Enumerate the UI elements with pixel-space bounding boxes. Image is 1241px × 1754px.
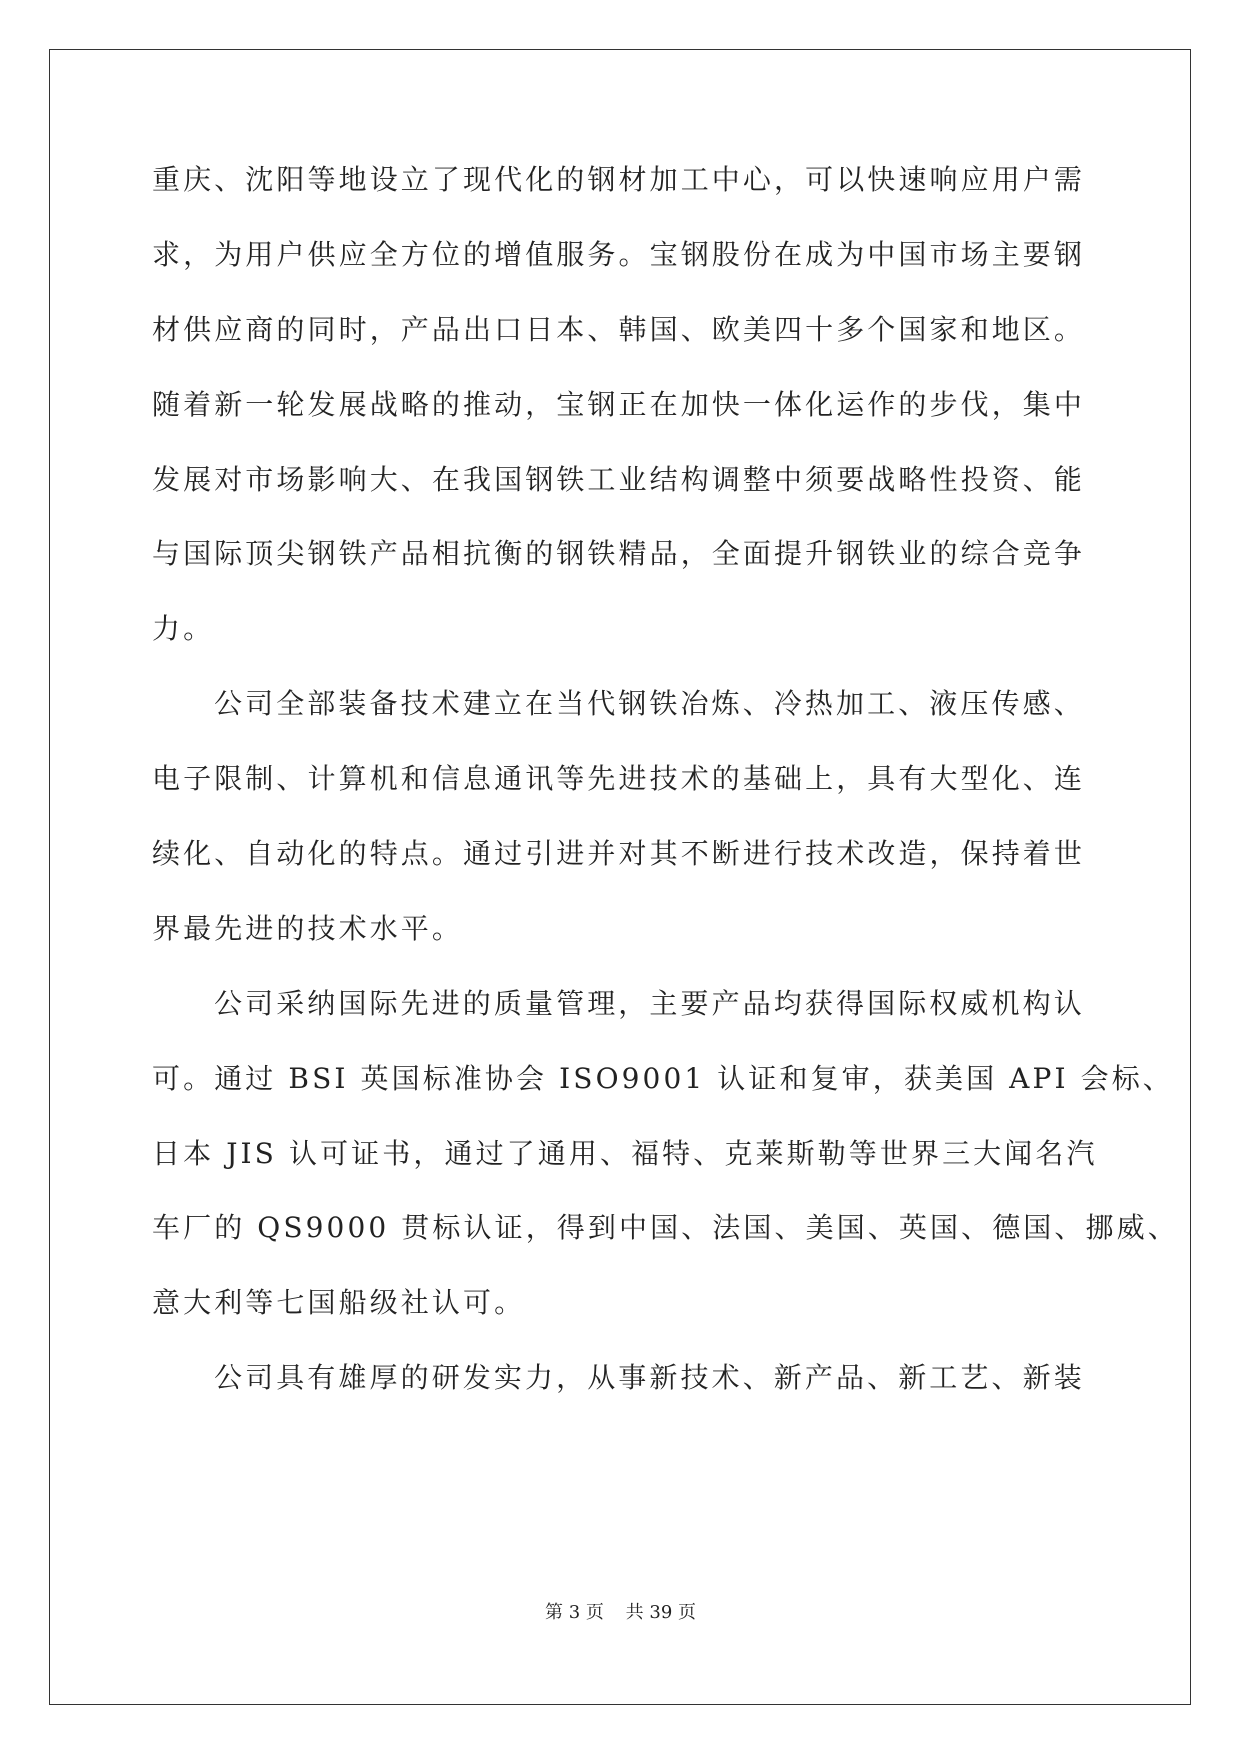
text-line: 公司采纳国际先进的质量管理，主要产品均获得国际权威机构认 [214,986,1085,1020]
text-line: 公司全部装备技术建立在当代钢铁冶炼、冷热加工、液压传感、 [214,687,1085,721]
text-line: 公司具有雄厚的研发实力，从事新技术、新产品、新工艺、新装 [214,1361,1085,1395]
text-line: 电子限制、计算机和信息通讯等先进技术的基础上，具有大型化、连 [152,762,1086,796]
page-total: 共 39 页 [625,1602,696,1623]
text-line: 意大利等七国船级社认可。 [152,1286,526,1320]
text-line: 发展对市场影响大、在我国钢铁工业结构调整中须要战略性投资、能 [152,462,1086,496]
text-line: 材供应商的同时，产品出口日本、韩国、欧美四十多个国家和地区。 [152,312,1086,346]
document-body [152,163,1179,1436]
text-line: 可。通过 BSI 英国标准协会 ISO9001 认证和复审，获美国 API 会标、 [152,1061,1174,1095]
text-line: 求，为用户供应全方位的增值服务。宝钢股份在成为中国市场主要钢 [152,237,1086,271]
text-line: 界最先进的技术水平。 [152,911,464,945]
text-line: 重庆、沈阳等地设立了现代化的钢材加工中心，可以快速响应用户需 [152,163,1086,196]
text-line: 随着新一轮发展战略的推动，宝钢正在加快一体化运作的步伐，集中 [152,387,1086,421]
text-line: 续化、自动化的特点。通过引进并对其不断进行技术改造，保持着世 [152,837,1086,871]
text-line: 日本 JIS 认可证书，通过了通用、福特、克莱斯勒等世界三大闻名汽 [152,1136,1098,1170]
text-line: 车厂的 QS9000 贯标认证，得到中国、法国、美国、英国、德国、挪威、 [152,1211,1179,1245]
page-number: 第 3 页 [545,1602,604,1623]
page-footer [0,1598,1241,1624]
text-line: 力。 [152,612,215,646]
text-line: 与国际顶尖钢铁产品相抗衡的钢铁精品，全面提升钢铁业的综合竞争 [152,537,1086,571]
